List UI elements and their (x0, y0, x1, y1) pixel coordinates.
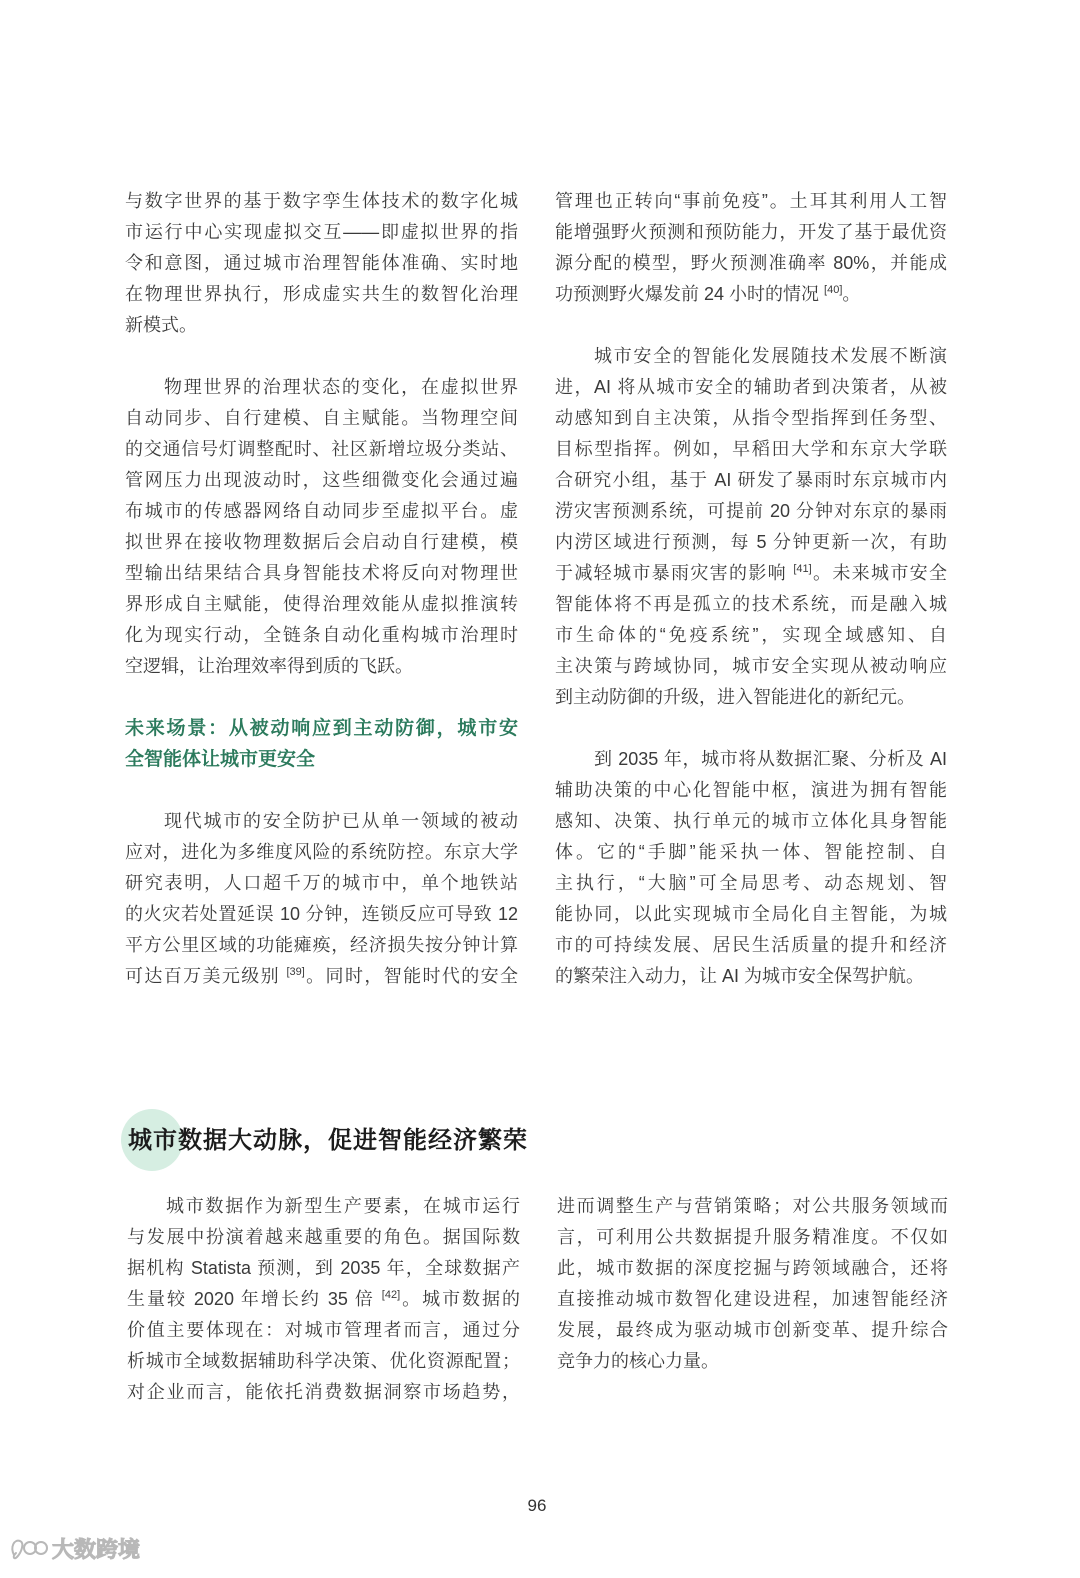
text-line: 据机构 Statista 预测，到 2035 年，全球数据产 (127, 1258, 520, 1278)
text-line: 内涝区域进行预测，每 5 分钟更新一次，有助 (555, 532, 947, 552)
text-line (125, 961, 518, 992)
text-segment: 可达百万美元级别 (125, 966, 287, 986)
paragraph (125, 372, 518, 682)
text-line: 与数字世界的基于数字孪生体技术的数字化城 (125, 191, 518, 211)
text-line: 合研究小组，基于 AI 研发了暴雨时东京城市内 (555, 470, 947, 490)
text-line: 化为现实行动，全链条自动化重构城市治理时 (125, 625, 518, 645)
text-line: 自动同步、自行建模、自主赋能。当物理空间 (125, 408, 518, 428)
text-line: 感知、决策、执行单元的城市立体化具身智能 (555, 811, 947, 831)
text-line: 拟世界在接收物理数据后会启动自行建模，模 (125, 532, 518, 552)
text-line: 进，AI 将从城市安全的辅助者到决策者，从被 (555, 377, 947, 397)
text-line: 现代城市的安全防护已从单一领域的被动 (164, 811, 518, 831)
text-line: 此，城市数据的深度挖掘与跨领域融合，还将 (557, 1258, 948, 1278)
text-line: 源分配的模型，野火预测准确率 80%，并能成 (555, 253, 947, 273)
text-line: 管网压力出现波动时，这些细微变化会通过遍 (125, 470, 518, 490)
section-heading: 城市数据大动脉，促进智能经济繁荣 (128, 1127, 528, 1154)
citation-ref: [40] (824, 284, 843, 296)
text-line: 应对，进化为多维度风险的系统防控。东京大学 (125, 842, 518, 862)
paragraph (127, 1191, 520, 1408)
page-number: 96 (527, 1496, 547, 1515)
text-line: 在物理世界执行，形成虚实共生的数智化治理 (125, 284, 518, 304)
text-line: 直接推动城市数智化建设进程，加速智能经济 (557, 1289, 948, 1309)
text-segment: 。未来城市安全 (811, 563, 948, 583)
text-line: 研究表明，人口超千万的城市中，单个地铁站 (125, 873, 518, 893)
citation-ref: [41] (793, 563, 812, 575)
text-line: 言，可利用公共数据提升服务精准度。不仅如 (557, 1227, 948, 1247)
text-line (127, 1284, 520, 1315)
paragraph (555, 341, 947, 713)
text-line: 界形成自主赋能，使得治理效能从虚拟推演转 (125, 594, 518, 614)
text-line: 主决策与跨域协同，城市安全实现从被动响应 (555, 656, 947, 676)
text-line: 主执行，“大脑”可全局思考、动态规划、智 (555, 873, 947, 893)
subheading-line: 未来场景：从被动响应到主动防御，城市安 (125, 718, 518, 739)
text-line: 城市数据作为新型生产要素，在城市运行 (166, 1196, 520, 1216)
text-line: 新模式。 (125, 315, 197, 335)
text-line: 空逻辑，让治理效率得到质的飞跃。 (125, 656, 413, 676)
subheading-line: 全智能体让城市更安全 (125, 749, 316, 770)
text-segment: 生量较 2020 年增长约 35 倍 (127, 1289, 382, 1309)
bottom-left-column (127, 1191, 520, 1439)
citation-ref: [42] (381, 1289, 401, 1301)
paragraph (557, 1191, 948, 1377)
text-line: 能增强野火预测和预防能力，开发了基于最优资 (555, 222, 947, 242)
paragraph (555, 186, 947, 310)
top-left-column (125, 186, 518, 1023)
text-line: 辅助决策的中心化智能中枢，演进为拥有智能 (555, 780, 947, 800)
text-segment: 功预测野火爆发前 24 小时的情况 (555, 284, 825, 304)
text-line: 进而调整生产与营销策略；对公共服务领域而 (557, 1196, 948, 1216)
text-line: 市的可持续发展、居民生活质量的提升和经济 (555, 935, 947, 955)
text-line (555, 558, 947, 589)
text-line: 体。它的“手脚”能采执一体、智能控制、自 (555, 842, 947, 862)
text-line: 涝灾害预测系统，可提前 20 分钟对东京的暴雨 (555, 501, 947, 521)
text-line: 的交通信号灯调整配时、社区新增垃圾分类站、 (125, 439, 518, 459)
text-segment: 。 (842, 284, 861, 304)
text-line: 析城市全域数据辅助科学决策、优化资源配置； (127, 1351, 520, 1371)
text-line: 目标型指挥。例如，早稻田大学和东京大学联 (555, 439, 947, 459)
text-segment: 。城市数据的 (400, 1289, 521, 1309)
text-line: 市运行中心实现虚拟交互——即虚拟世界的指 (125, 222, 518, 242)
watermark-logo-icon (8, 1533, 50, 1563)
citation-ref: [39] (286, 966, 305, 978)
text-line: 到主动防御的升级，进入智能进化的新纪元。 (555, 687, 915, 707)
text-line: 动感知到自主决策，从指令型指挥到任务型、 (555, 408, 947, 428)
text-line: 型输出结果结合具身智能技术将反向对物理世 (125, 563, 518, 583)
text-line: 令和意图，通过城市治理智能体准确、实时地 (125, 253, 518, 273)
text-line: 城市安全的智能化发展随技术发展不断演 (594, 346, 947, 366)
bottom-right-column (557, 1191, 948, 1408)
text-line: 智能体将不再是孤立的技术系统，而是融入城 (555, 594, 947, 614)
text-line (555, 279, 947, 310)
text-line: 价值主要体现在：对城市管理者而言，通过分 (127, 1320, 520, 1340)
text-line: 对企业而言，能依托消费数据洞察市场趋势， (127, 1382, 520, 1402)
watermark-text: 大数跨境 (52, 1536, 141, 1562)
text-line: 到 2035 年，城市将从数据汇聚、分析及 AI (594, 749, 947, 769)
text-segment: 。同时，智能时代的安全 (304, 966, 518, 986)
text-line: 管理也正转向“事前免疫”。土耳其利用人工智 (555, 191, 947, 211)
text-line: 的火灾若处置延误 10 分钟，连锁反应可导致 12 (125, 904, 518, 924)
text-line: 物理世界的治理状态的变化，在虚拟世界 (164, 377, 518, 397)
text-line: 发展，最终成为驱动城市创新变革、提升综合 (557, 1320, 948, 1340)
paragraph (125, 186, 518, 341)
paragraph (555, 744, 947, 992)
text-line: 平方公里区域的功能瘫痪，经济损失按分钟计算 (125, 935, 518, 955)
text-line: 竞争力的核心力量。 (557, 1351, 719, 1371)
top-right-column (555, 186, 947, 1023)
text-line: 与发展中扮演着越来越重要的角色。据国际数 (127, 1227, 520, 1247)
text-line: 能协同，以此实现城市全局化自主智能，为城 (555, 904, 947, 924)
subheading (125, 713, 518, 775)
text-segment: 于减轻城市暴雨灾害的影响 (555, 563, 794, 583)
text-line: 市生命体的“免疫系统”，实现全域感知、自 (555, 625, 947, 645)
watermark (8, 1532, 140, 1564)
paragraph (125, 806, 518, 992)
text-line: 的繁荣注入动力，让 AI 为城市安全保驾护航。 (555, 966, 925, 986)
text-line: 布城市的传感器网络自动同步至虚拟平台。虚 (125, 501, 518, 521)
